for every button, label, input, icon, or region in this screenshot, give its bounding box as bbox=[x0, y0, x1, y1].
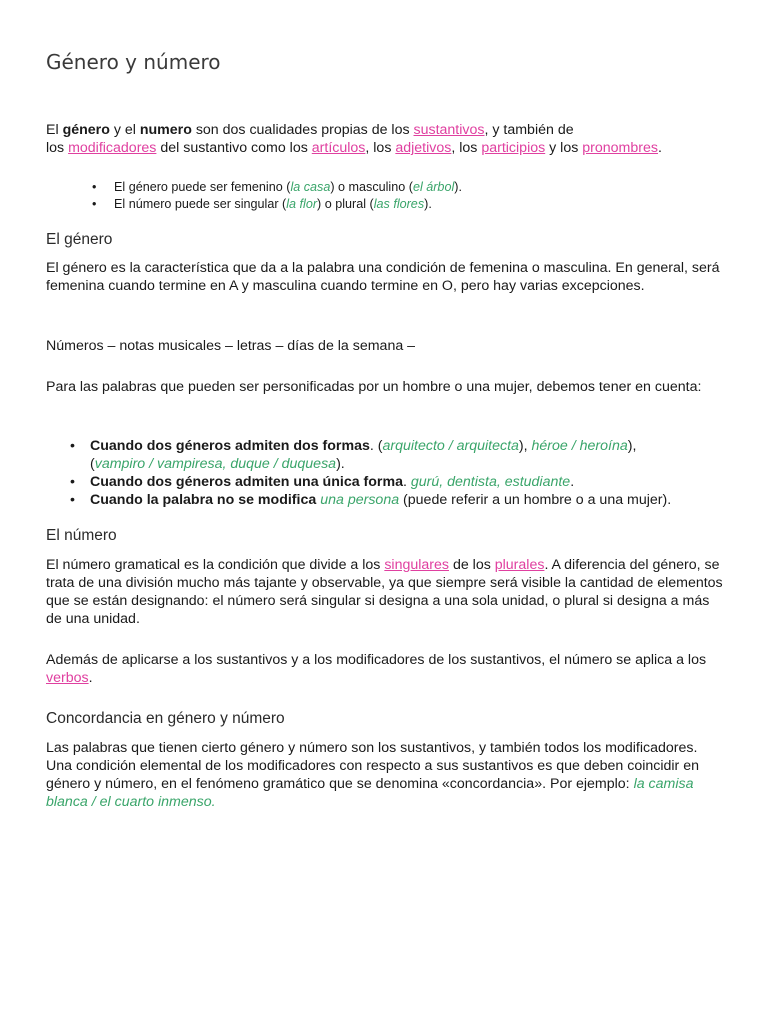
link-participios[interactable]: participios bbox=[481, 140, 546, 156]
heading-el-numero: El número bbox=[46, 527, 117, 544]
paragraph-concordancia: Las palabras que tienen cierto género y número son los sustantivos, y también todos los modificadores. Una condición elemental de los modificadores con respecto a sus sustantivos es que deben coincidir en género y número, en el fenómeno gramático que se denomina «concordancia». Por ejemplo: la camisa blanca / el cuarto inmenso. bbox=[46, 740, 700, 810]
link-verbos[interactable]: verbos bbox=[46, 670, 89, 686]
paragraph-numero-2: Además de aplicarse a los sustantivos y a los modificadores de los sustantivos, el número se aplica a los verbos. bbox=[46, 652, 707, 686]
heading-el-genero: El género bbox=[46, 231, 113, 248]
list-item: • Cuando dos géneros admiten dos formas. (arquitecto / arquitecta), héroe / heroína), (vampiro / vampiresa, duque / duquesa). bbox=[66, 437, 736, 473]
link-plurales[interactable]: plurales bbox=[494, 557, 545, 573]
list-item: • El género puede ser femenino (la casa) o masculino (el árbol). bbox=[92, 179, 732, 196]
page-title: Género y número bbox=[46, 50, 221, 74]
link-sustantivos[interactable]: sustantivos bbox=[413, 122, 485, 138]
bold-genero: género bbox=[62, 122, 110, 138]
bullet-list-genero-numero bbox=[92, 179, 732, 213]
list-item: • Cuando dos géneros admiten una única forma. gurú, dentista, estudiante. bbox=[66, 473, 736, 491]
link-pronombres[interactable]: pronombres bbox=[582, 140, 658, 156]
intro-paragraph: El género y el numero son dos cualidades propias de los sustantivos, y también de los modificadores del sustantivo como los artículos, los adjetivos, los participios y los pronombres. bbox=[46, 122, 662, 156]
paragraph-genero-3: Para las palabras que pueden ser personificadas por un hombre o una mujer, debemos tener en cuenta: bbox=[46, 379, 702, 395]
list-item: • Cuando la palabra no se modifica una persona (puede referir a un hombre o a una mujer). bbox=[66, 491, 736, 509]
heading-concordancia: Concordancia en género y número bbox=[46, 710, 285, 727]
link-articulos[interactable]: artículos bbox=[311, 140, 366, 156]
paragraph-genero-2: Números – notas musicales – letras – días de la semana – bbox=[46, 338, 416, 354]
bold-numero: numero bbox=[139, 122, 192, 138]
link-singulares[interactable]: singulares bbox=[384, 557, 449, 573]
paragraph-genero-1: El género es la característica que da a la palabra una condición de femenina o masculina. En general, será femenina cuando termine en A y masculina cuando termine en O, pero hay varias excepciones. bbox=[46, 260, 720, 294]
link-modificadores[interactable]: modificadores bbox=[68, 140, 157, 156]
list-item: • El número puede ser singular (la flor) o plural (las flores). bbox=[92, 196, 732, 213]
link-adjetivos[interactable]: adjetivos bbox=[395, 140, 452, 156]
paragraph-numero-1: El número gramatical es la condición que divide a los singulares de los plurales. A diferencia del género, se trata de una división mucho más tajante y observable, ya que siempre será visible la cantidad de elementos que se están designando: el número será singular si designa a una sola unidad, o plural si designa a más de una unidad. bbox=[46, 557, 723, 627]
bullet-list-formas bbox=[66, 437, 736, 509]
